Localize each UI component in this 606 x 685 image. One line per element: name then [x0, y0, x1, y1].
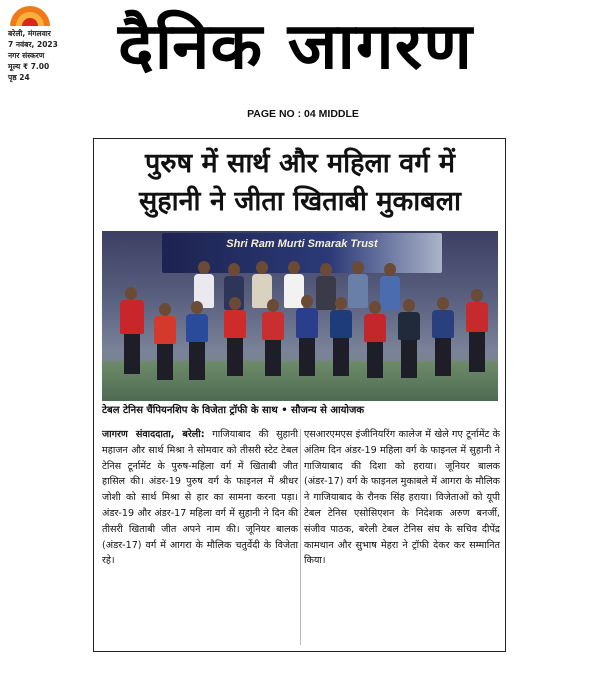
edition-line: नगर संस्करण [8, 51, 45, 60]
article-byline: जागरण संवाददाता, बरेली: [102, 429, 205, 440]
edition-line: पृष्ठ 24 [8, 73, 30, 82]
column-divider [300, 429, 301, 645]
headline-line: सुहानी ने जीता खिताबी मुकाबला [138, 186, 462, 217]
edition-line: 7 नवंबर, 2023 [8, 40, 58, 49]
article-column-right [304, 427, 500, 569]
photo-caption [102, 404, 498, 418]
page-number-label: PAGE NO : 04 MIDDLE [247, 108, 359, 120]
headline-line: पुरुष में सार्थ और महिला वर्ग में [145, 148, 455, 179]
event-banner-text: Shri Ram Murti Smarak Trust [226, 238, 378, 250]
edition-line: मूल्य ₹ 7.00 [8, 62, 50, 71]
caption-credit: सौजन्य से आयोजक [291, 405, 365, 416]
jagran-sun-logo-icon [8, 4, 52, 26]
edition-line: बरेली, मंगलवार [8, 29, 51, 38]
newspaper-masthead: दैनिक जागरण [118, 10, 473, 84]
edition-info [8, 28, 108, 83]
article-text: एसआरएमएस इंजीनियरिंग कालेज में खेले गए टूर्नामेंट के अंतिम दिन अंडर-19 महिला वर्ग के फाइनल में सुहानी ने गाजियाबाद की दिशा को हराया। जूनियर बालक (अंडर-17) वर्ग के फाइनल मुकाबले में आगरा के मौलिक ने गाजियाबाद के रौनक सिंह हराया। विजेताओं को यूपी टेबल टेनिस एसोसिएशन के निदेशक अरुण बनर्जी, संजीव पाठक, बरेली टेबल टेनिस संघ के सचिव दीपेंद्र कामथान और सुभाष मेहरा ने ट्रॉफी देकर कर सम्मानित किया। [304, 429, 500, 567]
article-column-left [102, 427, 298, 569]
article-headline [100, 145, 500, 221]
caption-text: टेबल टेनिस चैंपियनशिप के विजेता ट्रॉफी के साथ • [102, 405, 288, 416]
article-text: गाजियाबाद की सुहानी महाजन और सार्थ मिश्रा ने सोमवार को तीसरी स्टेट टेबल टेनिस टूर्नामेंट के पुरुष-महिला वर्ग में खिताबी जीत हासिल की। अंडर-19 पुरुष वर्ग के फाइनल में श्रीधर जोशी को सार्थ मिश्रा से हार का सामना करना पड़ा। अंडर-19 और अंडर-17 महिला वर्ग में सुहानी ने दिन की तीसरी खिताबी जीत अपने नाम की। जूनियर बालक (अंडर-17) वर्ग में आगरा के मौलिक चतुर्वेदी के विजेता रहे। [102, 429, 298, 567]
winners-group-photo [102, 231, 498, 401]
article-clipping [93, 138, 506, 652]
